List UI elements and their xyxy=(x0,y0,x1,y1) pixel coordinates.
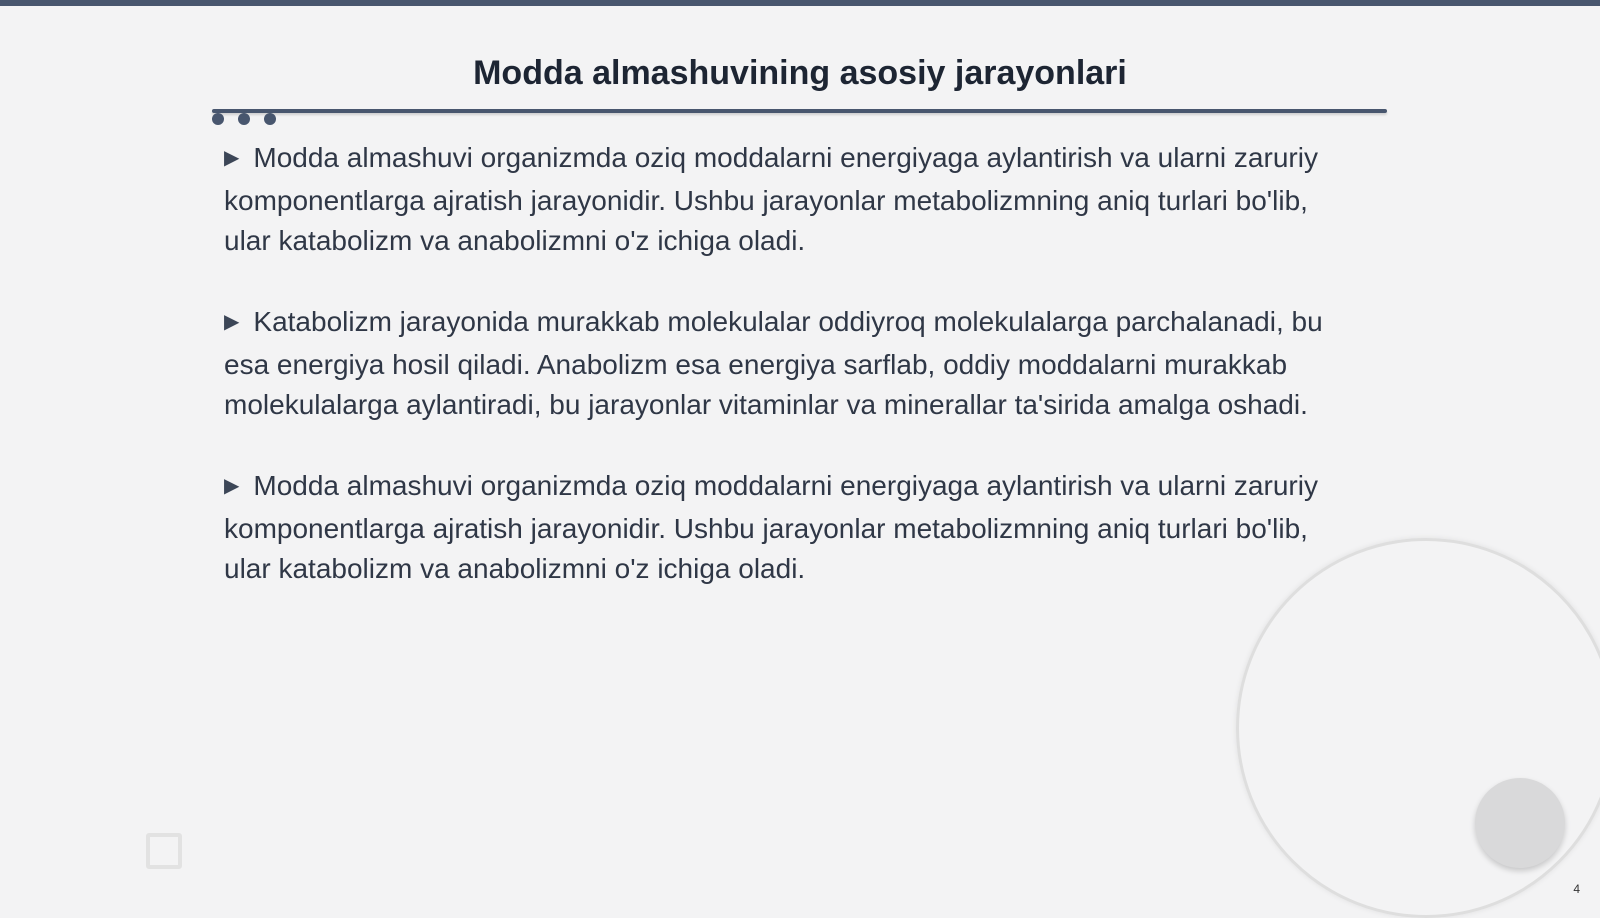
decorative-dot xyxy=(212,113,224,125)
decorative-dot xyxy=(264,113,276,125)
slide-body xyxy=(224,138,1354,630)
bullet-paragraph xyxy=(224,138,1354,261)
page-number: 4 xyxy=(1573,882,1580,896)
decorative-ring xyxy=(1236,538,1600,918)
top-accent-bar xyxy=(0,0,1600,6)
paragraph-text: Modda almashuvi organizmda oziq moddalarni energiyaga aylantirish va ularni zaruriy komponentlarga ajratish jarayonidir. Ushbu jarayonlar metabolizmning aniq turlari bo'lib, ular katabolizm va anabolizmni o'z ichiga oladi. xyxy=(224,470,1318,584)
paragraph-text: Modda almashuvi organizmda oziq moddalarni energiyaga aylantirish va ularni zaruriy komponentlarga ajratish jarayonidir. Ushbu jarayonlar metabolizmning aniq turlari bo'lib, ular katabolizm va anabolizmni o'z ichiga oladi. xyxy=(224,142,1318,256)
title-underline xyxy=(212,109,1387,113)
bullet-arrow-icon: ▶ xyxy=(224,475,240,497)
decorative-dot xyxy=(238,113,250,125)
decorative-square xyxy=(146,833,182,869)
paragraph-text: Katabolizm jarayonida murakkab molekulalar oddiyroq molekulalarga parchalanadi, bu esa energiya hosil qiladi. Anabolizm esa energiya sarflab, oddiy moddalarni murakkab molekulalarga aylantiradi, bu jarayonlar vitaminlar va minerallar ta'sirida amalga oshadi. xyxy=(224,306,1323,420)
bullet-paragraph xyxy=(224,302,1354,425)
bullet-arrow-icon: ▶ xyxy=(224,147,240,169)
slide-title: Modda almashuvining asosiy jarayonlari xyxy=(473,54,1127,92)
bullet-arrow-icon: ▶ xyxy=(224,311,240,333)
bullet-paragraph xyxy=(224,466,1354,589)
decorative-knob xyxy=(1475,778,1565,868)
